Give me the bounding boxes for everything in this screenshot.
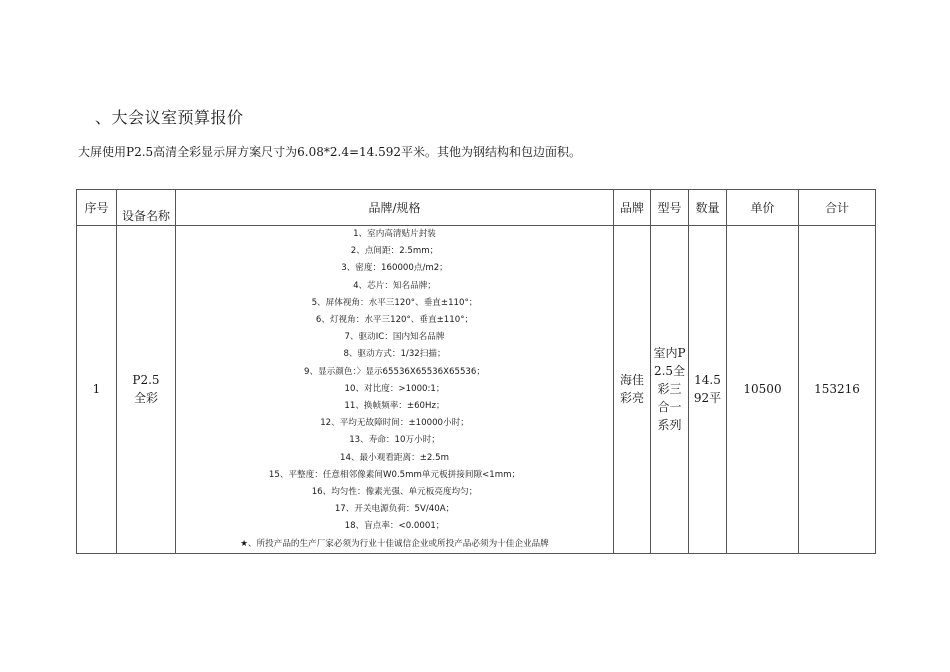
spec-item: 18、盲点率：<0.0001； [344,521,445,532]
table-row [77,226,876,554]
spec-item: 13、寿命：10万小时； [349,435,440,446]
spec-item: 11、换帧频率：±60Hz； [344,401,445,412]
spec-list [176,226,613,553]
cell-index: 1 [77,226,117,554]
header-qty: 数量 [689,190,727,226]
header-price: 单价 [727,190,799,226]
cell-brand [614,226,651,554]
spec-item: 7、驱动IC：国内知名品牌 [344,332,445,343]
header-brand: 品牌 [614,190,651,226]
header-spec: 品牌/规格 [176,190,614,226]
spec-item: 1、室内高清贴片封装 [353,229,436,239]
header-index: 序号 [77,190,117,226]
cell-brand-text: 海佳彩亮 [619,373,644,406]
header-model: 型号 [651,190,689,226]
cell-name-text: P2.5全彩 [132,373,160,406]
cell-qty [689,226,727,554]
spec-item: 9、显示颜色：〉显示65536X65536X65536； [304,366,485,377]
spec-item: 16、均匀性：像素光强、单元板亮度均匀； [311,487,478,498]
spec-item: 17、开关电源负荷：5V/40A； [334,504,455,515]
spec-item: 5、屏体视角：水平三120°、垂直±110°； [311,297,478,308]
cell-model-text: 室内P2.5全彩三合一系列 [653,346,686,433]
spec-item: 4、芯片：知名品牌； [353,280,436,291]
spec-item: 12、平均无故障时间：±10000小时； [320,418,469,429]
spec-item: 10、对比度：>1000:1； [344,383,445,394]
spec-item: ★、所投产品的生产厂家必须为行业十佳诚信企业或所投产品必须为十佳企业品牌 [240,538,549,549]
spec-item: 15、平整度：任意相邻像素间W0.5mm单元板拼接间隙<1mm； [268,469,521,480]
header-total: 合计 [799,190,876,226]
intro-paragraph: 大屏使用P2.5高清全彩显示屏方案尺寸为6.08*2.4=14.592平米。其他为钢结构和包边面积。 [78,145,582,159]
cell-model [651,226,689,554]
table-header-row [77,190,876,226]
spec-item: 14、最小观看距离：±2.5m [340,452,449,463]
cell-spec [176,226,614,554]
spec-item: 2、点间距：2.5mm； [350,246,439,257]
cell-name [117,226,176,554]
spec-item: 3、密度：160000点/m2； [341,263,448,274]
spec-item: 8、驱动方式：1/32扫描； [343,349,446,360]
header-name: 设备名称 [117,190,176,226]
spec-item: 6、灯视角：水平三120°、垂直±110°； [315,315,474,326]
section-title: 、大会议室预算报价 [95,108,244,127]
cell-price: 10500 [727,226,799,554]
quote-table [76,189,876,554]
cell-total: 153216 [799,226,876,554]
cell-qty-text: 14.592平 [693,373,722,406]
